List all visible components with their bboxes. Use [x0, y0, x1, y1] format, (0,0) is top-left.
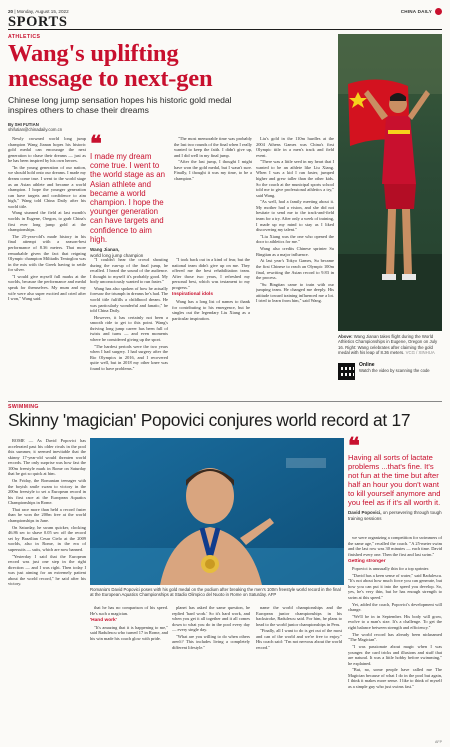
section-title: SPORTS: [8, 14, 68, 30]
swimmer-photo[interactable]: [90, 438, 344, 585]
photo-caption: [338, 334, 442, 355]
quote-mark-icon: ❝: [348, 433, 360, 458]
article2-column-4: [256, 605, 342, 736]
paragraph: "What are you willing to do when others aren't? This includes living a completely different lifestyle.": [172, 633, 250, 651]
paragraph: Wang has also spoken of how he actually foresaw the triumph in dreams he's had. The world title fulfills a childhood dream. He was particularly wonderful and fanatic," he told China Daily.: [90, 285, 168, 314]
paragraph: ROME — As David Popovici has accelerated past his older rivals in the pool this summer, it seemed inevitable that the skinny 17-year-old would threaten world records. The only surprise was how fast the 100m freestyle mark in Rome on Saturday that he got so quick at him.: [8, 438, 86, 477]
quote-name: Wang Jianan,: [90, 247, 120, 253]
paragraph: "Liu Xiang was the one who opened the door to athletics for me.": [256, 233, 334, 245]
subheading: Getting stronger: [348, 559, 386, 565]
paragraph: Wang has a long list of names to thank for contributing to his emergence, but he singles out the legendary Liu Xiang as a particular inspiration.: [172, 299, 250, 321]
paragraph: "I was passionate about magic when I was younger. the card tricks and illusions and stuff that are natural. It was a little hobby before swimming," he explained.: [348, 643, 442, 666]
paragraph: On Friday, the Romanian teenager with the boyish smile swam to victory in the 200m freestyle to set a European record in his first race at the European Aquatics Championships in Rome.: [8, 478, 86, 506]
paragraph: The world record has already been nicknamed "The Magician".: [348, 631, 442, 643]
byline-name: By SHI FUTIAN: [8, 122, 39, 127]
paragraph: Liu's gold in the 110m hurdles at the 2004 Athens Games was China's first Olympic title in a men's track and field event.: [256, 136, 334, 158]
footer-credit: AFP: [435, 740, 442, 744]
paragraph: "I couldn't hear the crowd shouting during the run-up of the final jump, he recalled. I heard the sound of the audience. I thought to myself it's probably good. My body unconsciously wanted to run faster.": [90, 257, 168, 285]
byline-email[interactable]: shifutian@chinadaily.com.cn: [8, 127, 63, 133]
paragraph: Wang also credits Chinese sprinter Su Bingtian as a major influence.: [256, 246, 334, 257]
paragraph: "Yesterday I said that the European record was just one step in the right direction — and I was right. Then today I was just aiming for an extremely patient about the world record," he said after his victory.: [8, 553, 86, 587]
article2-pull-quote: [348, 433, 442, 521]
publication-name: CHINA DAILY: [400, 8, 432, 14]
paragraph: "The hardest periods were the two years when I had surgery. I had surgery after the Rio Olympics in 2016, and I recovered quite well, but in 2018 my other knee was found to have problems.": [90, 343, 168, 371]
paragraph: "In the young generation of our nation, we should hold onto our dreams. I made my dream come true. I went to the world stage as an Asian athlete and became a world champion. I hope the younger generation can have targets and confidence to aim high," Wang told China Daily after his world title.: [8, 164, 86, 209]
pull-quote-text: Having all sorts of lactate problems ...that's fine. It's not fun at the time but after half an hour you don't want to kill yourself anymore and you feel as if it's all worth it.: [348, 453, 441, 507]
paragraph: That race more than held a record faster than he won the 200m free at the world championships in June.: [8, 506, 86, 524]
paragraph: "Su Bingtian came to train with our jumping team. He changed me deeply. His attitude toward training influenced me a lot. I tried to learn from him," said Wang.: [256, 281, 334, 304]
article2-kicker: SWIMMING: [8, 404, 39, 410]
paragraph: However, it has certainly not been a smooth ride to get to this point. Wang's thriving long jump career has been full of twists and turns — and even moments where he considered giving up the sport.: [90, 314, 168, 343]
paragraph: we were organizing a competition for swimmers of the same age," recalled the coach. "A 25-meter swim and the last row was 30 minutes — each time. David finished every one. Then the first and last swim.": [348, 535, 442, 557]
paragraph: "I would give myself full marks at the worlds, because the performance and medal speak for themselves. My mum and my wife were also super excited and cried after I won," Wang said.: [8, 273, 86, 302]
article1-column-4: [256, 136, 334, 398]
article2-column-2: [90, 605, 168, 736]
caption-text: Wang Jianan takes flight during the World Athletics Championships in Eugene, Oregon on July 16. Right: Wang celebrates after claiming the gold medal with his leap of 8.36 meters.: [338, 334, 438, 355]
pull-quote-text: I made my dream come true. I went to the world stage as an Asian athlete and became a world champion. I hope the younger generation can have targets and confidence to aim high.: [90, 152, 166, 244]
paragraph: planet has asked the same question, he replied 'hard work.' So it's hard work, and when you get it all together and it all comes down to what you do in the pool every day — every single day.: [172, 605, 250, 633]
paragraph: At last year's Tokyo Games, Su became the first Chinese to reach an Olympic 100m final, rewriting the Asian record to 9.83 in the process.: [256, 258, 334, 281]
pull-quote-attribution: [348, 510, 442, 521]
paragraph: "Finally, all I want to do is get out of the most and can of the world and we're free to enjoy." His coach said: "I'm not nervous about the world record.": [256, 628, 342, 651]
online-text: Watch the video by scanning the code: [359, 368, 430, 373]
section-header: [8, 14, 442, 30]
paragraph: "But, no, some people have called me The Magician because of what I do in the pool but again, I think it makes more sense. I like to think of myself as a simple guy who just swims fast.": [348, 667, 442, 689]
article1-headline[interactable]: Wang's uplifting message to next-gen: [8, 40, 213, 92]
paragraph: "As well, had a family meeting about it. My mother had a vision, and she did not hesitate to send me to the track-and-field team for a try. After only a week of training, I made up my mind to stay as I liked discovering my talent.": [256, 199, 334, 233]
quote-name: David Popovici,: [348, 510, 382, 516]
photo-credit: VCG / XINHUA: [405, 349, 435, 355]
online-title: Online: [359, 362, 375, 368]
article2-column-5: [348, 535, 442, 735]
paragraph: "It's amazing that it is happening to me," said Radulescu who turned 17 in Rome, and his win made his coach glow with pride.: [90, 624, 168, 641]
paragraph: The 25-year-old's made history in his final attempt with a season-best performance of 8.36 meters. That more remarkable given the fact that reigning Olympic champion Miltiadis Tentoglou was in the mix with the Greek having to settle for silver.: [8, 233, 86, 273]
paragraph: "I took back out in a kind of fear, but the national team didn't give up on me. They offered me the best rehabilitation team. After those two years, I refreshed my personal best, which was testament to my progress.": [172, 257, 250, 290]
article1-column-2: [90, 257, 168, 400]
article2-headline[interactable]: Skinny 'magician' Popovici conjures world record at 17: [8, 410, 411, 430]
article2-column-1: [8, 438, 86, 736]
paragraph: Popovici is unusually thin for a top sprinter.: [352, 565, 430, 571]
article2-column-3: [172, 605, 250, 736]
page-number-date: 20 | Monday, August 15, 2022: [8, 8, 69, 14]
divider: [8, 401, 442, 402]
paragraph: "The most memorable time was probably the last two rounds of the final when I really wanted to keep the faith. I didn't give up, and I did well in my final jump.: [174, 136, 252, 158]
paragraph: On Saturday, he swam quicker, clocking 46.86 sec to shave 0.05 sec off the record set by Brazilian Cesar Cielo at the 2009 worlds, also in Rome, in the era of supersuits — suits, which are now banned.: [8, 524, 86, 552]
swimmer-with-medal-image: [90, 438, 344, 585]
issue-date: Monday, August 15, 2022: [16, 8, 69, 14]
long-jump-photo[interactable]: [338, 34, 442, 331]
article1-column-1: [8, 136, 86, 400]
paragraph: Yet, added the coach, Popovici's development will change.: [348, 601, 442, 613]
qr-code-icon[interactable]: [338, 363, 355, 380]
caption-lead: Above:: [338, 334, 353, 339]
paragraph: Wang stunned the field at last month's worlds in Eugene, Oregon, to grab China's first ever long jump gold at the championships.: [8, 210, 86, 233]
subheading: Inspirational idols: [172, 292, 214, 298]
paragraph: that he has no comparison of his speed. He's such a magician.: [90, 605, 168, 616]
paragraph: "There was a little seed in my heart that I wanted to be an athlete like Liu Xiang. When I was a kid I ran faster, jumped higher and grew taller than the other kids. So the coach at the municipal sports school told me to give professional athletics a try," said Wang.: [256, 159, 334, 198]
paragraph: name the world championships and the European junior championships in his backstroke, Radulescu said. For him, he plans to head to the world junior championships in Peru.: [256, 605, 342, 627]
paragraph: "David has a keen sense of water," said Radulescu. "It's not about how much force you can generate, but how you can put it into the speed you develop. So, yes, he's very thin, but he has enough strength to swim at this speed.": [348, 572, 442, 600]
subheading: 'Hand work': [90, 618, 117, 624]
photo-caption-2: Romania's David Popovici poses with his gold medal on the podium after breaking the men's 100m freestyle world record in the final at the European Aquatics Championships at Stadio Olimpico del Nuoto in Rome on Saturday. AFP: [90, 587, 341, 598]
article1-subhead: Chinese long jump sensation hopes his historic gold medal inspires others to chase their dreams: [8, 95, 232, 116]
athlete-celebrating-image: [338, 34, 442, 331]
quote-mark-icon: ❝: [90, 131, 102, 156]
article1-kicker: ATHLETICS: [8, 34, 41, 40]
paragraph: "We'll be in in September. His body will grow, evolve to a man's size. It's a challenge. To get the right balance between strength and efficiency.": [348, 613, 442, 630]
quote-role: on persevering through tough training sessions: [348, 510, 442, 521]
article1-column-2-top: [174, 136, 252, 254]
paragraph: Newly crowned world long jump champion Wang Jianan hopes his historic gold medal can encourage the next generation to chase their dreams — just as he has been inspired by his own heroes.: [8, 136, 86, 164]
paragraph: "After the last jump, I thought I might have won the gold medal, but I wasn't sure. Finally, I thought it was my time, to be a champion.": [174, 159, 252, 182]
online-video-promo[interactable]: [338, 363, 442, 380]
article1-column-3: [172, 257, 250, 400]
page-number: 20: [8, 8, 14, 14]
article1-byline: [8, 122, 62, 133]
quote-role: world long jump champion: [90, 252, 144, 258]
article1-pull-quote: [90, 131, 252, 258]
